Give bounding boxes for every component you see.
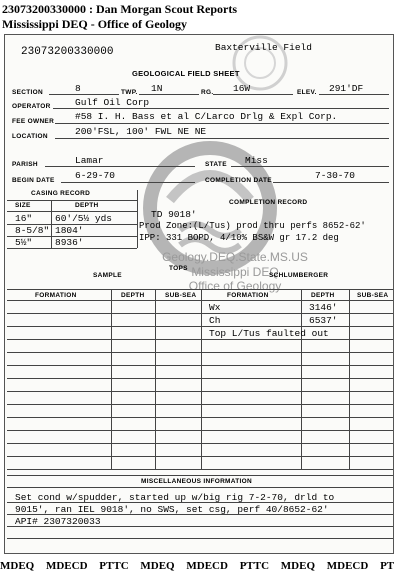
state-value: Miss: [245, 155, 268, 166]
location-value: 200'FSL, 100' FWL NE NE: [75, 126, 207, 137]
rg-value: 16W: [233, 83, 251, 94]
operator-label: OPERATOR: [12, 103, 51, 110]
footer-item: PT: [380, 560, 395, 572]
begin-date-label: BEGIN DATE: [12, 177, 55, 184]
rg-label: RG.: [201, 89, 214, 96]
sample-formation-header: FORMATION: [35, 292, 77, 299]
footer-banner: [0, 560, 400, 572]
completion-line1: Prod Zone:(L/Tus) prod thru perfs 8652-62': [139, 221, 366, 231]
footer-item: MDECD: [326, 560, 369, 572]
footer-item: PTTC: [99, 560, 129, 572]
twp-label: TWP.: [121, 89, 138, 96]
casing-depth-1: 60'/5½ yds: [55, 213, 113, 224]
completion-title: COMPLETION RECORD: [229, 199, 308, 206]
report-title: 23073200330000 : Dan Morgan Scout Reports: [2, 2, 237, 16]
schlumberger-formation-2: Ch: [209, 315, 221, 326]
fee-owner-label: FEE OWNER: [12, 118, 55, 125]
misc-line2: 9015', ran IEL 9018', no SWS, set csg, perf 40/8652-62': [15, 504, 329, 515]
parish-label: PARISH: [12, 161, 38, 168]
misc-title: MISCELLANEOUS INFORMATION: [141, 478, 253, 485]
schlumberger-depth-header: DEPTH: [311, 292, 335, 299]
casing-size-header: SIZE: [15, 202, 31, 209]
footer-item: MDEQ: [140, 560, 175, 572]
misc-line3: API# 2307320033: [15, 516, 101, 527]
footer-item: MDECD: [186, 560, 228, 572]
footer-item: MDEQ: [280, 560, 316, 572]
footer-item: MDEQ: [0, 560, 35, 572]
elev-value: 291'DF: [329, 83, 364, 94]
schlumberger-formation-1: Wx: [209, 302, 221, 313]
watermark-site: Geology.DEQ.State.MS.US: [162, 250, 308, 264]
section-label: SECTION: [12, 89, 43, 96]
casing-title: CASING RECORD: [31, 190, 91, 197]
sample-depth-header: DEPTH: [121, 292, 145, 299]
report-subtitle: Mississippi DEQ - Office of Geology: [2, 17, 187, 31]
completion-date-value: 7-30-70: [315, 170, 355, 181]
schlumberger-formation-3: Top L/Tus faulted out: [209, 328, 329, 339]
section-value: 8: [75, 83, 81, 94]
watermark-org2: Office of Geology: [188, 279, 282, 293]
api-number: 23073200330000: [21, 46, 114, 58]
casing-size-1: 16": [15, 213, 33, 224]
completion-line2: IPP: 331 BOPD, 4/10% BS&W gr 17.2 deg: [139, 233, 339, 243]
casing-depth-header: DEPTH: [75, 202, 99, 209]
begin-date-value: 6-29-70: [75, 170, 115, 181]
footer-item: MDECD: [45, 560, 88, 572]
schlumberger-depth-2: 6537': [309, 315, 338, 326]
casing-size-3: 5½": [15, 237, 33, 248]
operator-value: Gulf Oil Corp: [75, 97, 150, 108]
twp-value: 1N: [151, 83, 163, 94]
casing-size-2: 8-5/8": [15, 225, 50, 236]
sample-subsea-header: SUB-SEA: [165, 292, 197, 299]
casing-depth-3: 8936': [55, 237, 84, 248]
parish-value: Lamar: [75, 155, 104, 166]
schlumberger-depth-1: 3146': [309, 302, 338, 313]
tops-label: TOPS: [169, 265, 188, 272]
footer-item: PTTC: [239, 560, 270, 572]
watermark-org1: Mississippi DEQ: [191, 265, 279, 279]
field-name: Baxterville Field: [215, 42, 312, 53]
misc-line1: Set cond w/spudder, started up w/big rig 7-2-70, drld to: [15, 492, 335, 503]
completion-td: TD 9018': [151, 209, 197, 220]
schlumberger-label: SCHLUMBERGER: [269, 272, 329, 279]
completion-date-label: COMPLETION DATE: [205, 177, 272, 184]
schlumberger-formation-header: FORMATION: [227, 292, 269, 299]
casing-depth-2: 1804': [55, 225, 84, 236]
fee-owner-value: #58 I. H. Bass et al C/Larco Drlg & Expl Corp.: [75, 111, 338, 122]
schlumberger-subsea-header: SUB-SEA: [357, 292, 389, 299]
location-label: LOCATION: [12, 133, 48, 140]
elev-label: ELEV.: [297, 89, 317, 96]
state-label: STATE: [205, 161, 227, 168]
sample-label: SAMPLE: [93, 272, 122, 279]
field-sheet-card: [4, 34, 394, 554]
sheet-title: GEOLOGICAL FIELD SHEET: [132, 69, 240, 78]
